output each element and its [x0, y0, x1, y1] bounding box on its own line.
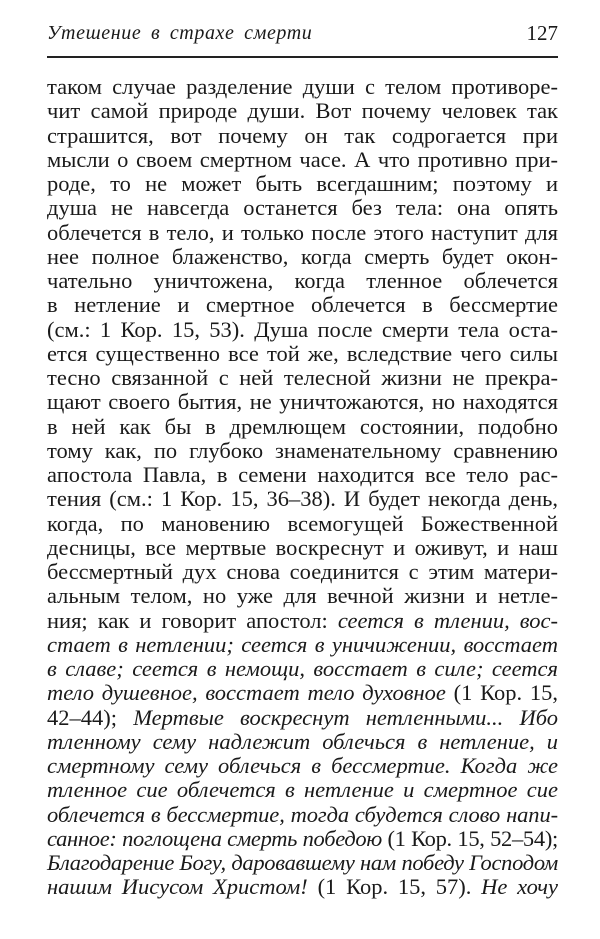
text-segment: щают своего бытия, не уничтожаются, но находятся: [47, 389, 558, 415]
text-line: [47, 609, 558, 633]
italic-quote-text: нашим Иисусом Христом!: [47, 874, 318, 900]
text-segment: тения (см.: 1 Кор. 15, 36–38). И будет некогда день,: [47, 486, 558, 512]
text-line: [47, 196, 558, 220]
text-segment: страшится, вот почему он так содрогается при: [47, 122, 558, 148]
italic-quote-text: Благодарение Богу, даровавшему нам победу Господом: [47, 850, 558, 875]
text-segment: десницы, все мертвые воскреснут и оживут, и наш: [47, 534, 558, 560]
italic-quote-text: стает в нетлении; сеется в уничижении, восстает: [47, 631, 558, 657]
text-line: [47, 512, 558, 536]
text-line: [47, 221, 558, 245]
text-line: [47, 124, 558, 148]
text-segment: нее полное блаженство, когда смерть будет окон-: [47, 243, 558, 269]
text-segment: тому как, по глубоко знаменательному сравнению: [47, 437, 558, 463]
text-segment: роде, то не может быть всегдашним; поэтому и: [47, 171, 558, 196]
text-line: [47, 584, 558, 608]
text-line: [47, 633, 558, 657]
text-line: [47, 487, 558, 511]
text-line: [47, 245, 558, 269]
text-line: [47, 778, 558, 802]
text-line: [47, 463, 558, 487]
text-line: [47, 657, 558, 681]
italic-quote-text: облечется в бессмертие, тогда сбудется слово напи-: [47, 801, 558, 827]
text-segment: 42–44);: [47, 704, 134, 730]
text-segment: тесно связанной с ней телесной жизни не прекра-: [47, 365, 558, 390]
italic-quote-text: санное: поглощена смерть победою: [47, 825, 388, 851]
italic-quote-text: Не хочу: [481, 874, 558, 900]
page-number: 127: [526, 21, 558, 45]
body-text: [47, 75, 558, 900]
text-line: [47, 390, 558, 414]
text-segment: когда, по мановению всемогущей Божественной: [47, 510, 558, 536]
text-line: [47, 293, 558, 317]
text-line: [47, 681, 558, 705]
text-line: [47, 730, 558, 754]
text-segment: альным телом, но уже для вечной жизни и нетле-: [47, 583, 558, 609]
text-line: [47, 99, 558, 123]
italic-quote-text: сеется в тлении, вос-: [337, 607, 558, 633]
text-line: [47, 439, 558, 463]
running-title: Утешение в страхе смерти: [47, 22, 313, 44]
text-segment: в нетление и смертное облечется в бессмертие: [47, 292, 558, 318]
running-header: [47, 20, 558, 58]
text-line: [47, 706, 558, 730]
text-segment: ется существенно все той же, вследствие чего силы: [47, 340, 558, 366]
text-line: [47, 754, 558, 778]
text-line: [47, 366, 558, 390]
text-segment: ния; как и говорит апостол:: [47, 607, 338, 633]
italic-quote-text: тело душевное, восстает тело духовное: [47, 680, 454, 706]
text-line: [47, 536, 558, 560]
text-line: [47, 269, 558, 293]
text-line: [47, 172, 558, 196]
text-segment: (1 Кор. 15, 57).: [317, 874, 482, 900]
text-segment: (1 Кор. 15, 52–54);: [387, 825, 558, 851]
text-segment: чательно уничтожена, когда тленное облечется: [47, 268, 558, 293]
italic-quote-text: смертному сему облечься в бессмертие. Когда же: [47, 753, 558, 778]
italic-quote-text: Мертвые воскреснут нетленными... Ибо: [133, 704, 558, 730]
text-line: [47, 415, 558, 439]
italic-quote-text: тленное сие облечется в нетление и смертное сие: [47, 777, 558, 803]
text-segment: душа не навсегда останется без тела: она опять: [47, 195, 558, 221]
text-segment: в ней как бы в дремлющем состоянии, подобно: [47, 413, 558, 439]
text-line: [47, 342, 558, 366]
text-segment: таком случае разделение души с телом противоре-: [47, 74, 558, 99]
italic-quote-text: тленному сему надлежит облечься в нетление, и: [47, 728, 558, 754]
text-line: [47, 851, 558, 875]
text-segment: облечется в тело, и только после этого наступит для: [47, 219, 558, 245]
italic-quote-text: в славе; сеется в немощи, восстает в силе; сеется: [47, 656, 558, 681]
text-line: [47, 318, 558, 342]
text-line: [47, 560, 558, 584]
text-line: [47, 803, 558, 827]
text-segment: чит самой природе души. Вот почему человек так: [47, 98, 558, 124]
text-segment: апостола Павла, в семени находится все тело рас-: [47, 462, 558, 487]
text-segment: мысли о своем смертном часе. А что противно при-: [47, 146, 558, 172]
text-line: [47, 875, 558, 899]
text-line: [47, 827, 558, 851]
text-segment: бессмертный дух снова соединится с этим матери-: [47, 559, 558, 584]
text-line: [47, 148, 558, 172]
text-segment: (1 Кор. 15,: [453, 680, 558, 706]
text-segment: (см.: 1 Кор. 15, 53). Душа после смерти тела оста-: [47, 316, 558, 342]
text-line: [47, 75, 558, 99]
